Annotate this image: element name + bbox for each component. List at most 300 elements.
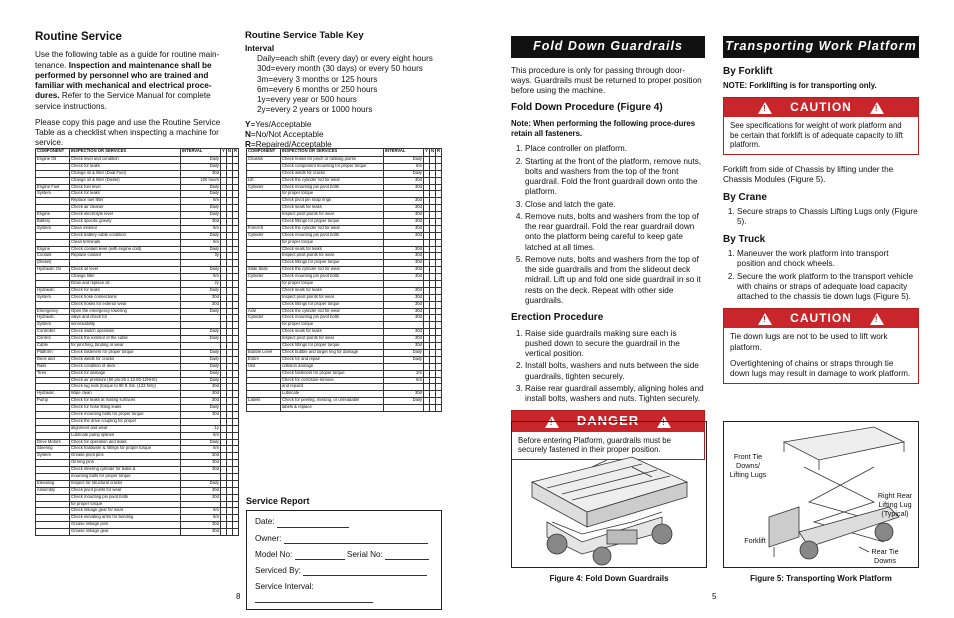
table-row (247, 405, 442, 412)
checkbox-cell[interactable] (232, 177, 238, 184)
table-cell: Replace coolant (70, 253, 181, 260)
table-row (36, 529, 239, 536)
table-cell: Check mounting pin pivot bolts (281, 274, 384, 281)
table-cell: 1y (180, 425, 220, 432)
table-cell: 30d (180, 294, 220, 301)
table-cell: Check bubble and target ring for damage (281, 349, 384, 356)
table-cell: Check hardware & fittings for proper torque (70, 446, 181, 453)
table-row (36, 260, 239, 267)
service-interval-field[interactable]: Service Interval: (255, 582, 433, 603)
checkbox-cell[interactable] (435, 315, 441, 322)
table-cell: Check steering cylinder for leaks & (70, 467, 181, 474)
checkbox-cell[interactable] (232, 225, 238, 232)
checkbox-cell[interactable] (232, 239, 238, 246)
table-row (36, 246, 239, 253)
table-cell (247, 322, 281, 329)
checkbox-cell[interactable] (435, 363, 441, 370)
routine-service-intro: Use the following table as a guide for routine main-tenance. Inspection and maintenance shall be performed by personnel who are trained and familiar with mechanical and electrical proce-dures. Refer to the Service Manual for complete service instructions. (35, 50, 220, 111)
table-cell: Check lug nuts (torque to 90 ft. lbs. (123 Nm)) (70, 384, 181, 391)
table-cell: Check linkage gear for wear (70, 508, 181, 515)
checkbox-cell[interactable] (232, 219, 238, 226)
checkbox-cell[interactable] (435, 349, 441, 356)
table-row (36, 267, 239, 274)
checkbox-cell[interactable] (232, 315, 238, 322)
table-row (247, 191, 442, 198)
page-number-left: 8 (236, 592, 241, 601)
table-row (36, 157, 239, 164)
table-cell: Check hoses for exterior wear (70, 301, 181, 308)
checkbox-cell[interactable] (435, 384, 441, 391)
checkbox-cell[interactable] (435, 329, 441, 336)
checkbox-cell[interactable] (232, 336, 238, 343)
table-cell: System (36, 294, 70, 301)
table-cell: Control (36, 336, 70, 343)
checkbox-cell[interactable] (435, 191, 441, 198)
caution-text-2a: Tie down lugs are not to be used to lift work platform. (730, 332, 888, 352)
fold-down-banner: Fold Down Guardrails (511, 36, 705, 58)
table-cell: Open the emergency lowering (70, 308, 181, 315)
table-cell: 6m (180, 432, 220, 439)
checkbox-cell[interactable] (232, 294, 238, 301)
checkbox-cell[interactable] (232, 267, 238, 274)
checkbox-cell[interactable] (435, 281, 441, 288)
checkbox-cell[interactable] (232, 384, 238, 391)
checkbox-cell[interactable] (232, 439, 238, 446)
checkbox-cell[interactable] (232, 281, 238, 288)
table-cell: 30d (180, 522, 220, 529)
table-cell: Daily (383, 356, 423, 363)
table-row (36, 460, 239, 467)
interval-list (245, 54, 455, 116)
checkbox-cell[interactable] (232, 260, 238, 267)
routine-service-heading: Routine Service (35, 31, 122, 43)
table-cell: Platform (36, 349, 70, 356)
table-key-heading: Routine Service Table Key (245, 30, 364, 41)
table-cell: for proper torque (281, 191, 384, 198)
table-row (36, 301, 239, 308)
checkbox-cell[interactable] (435, 322, 441, 329)
table-row (36, 294, 239, 301)
table-row (247, 239, 442, 246)
table-cell: 30d (383, 391, 423, 398)
checkbox-cell[interactable] (435, 301, 441, 308)
checkbox-cell[interactable] (232, 370, 238, 377)
table-cell: 30d (383, 336, 423, 343)
table-cell: 30d (383, 287, 423, 294)
table-cell: 30d (180, 529, 220, 536)
table-cell: Labels (247, 398, 281, 405)
table-cell: 6m (383, 163, 423, 170)
checkbox-cell[interactable] (232, 349, 238, 356)
table-cell (247, 405, 281, 412)
table-cell: Check level and condition (70, 157, 181, 164)
checkbox-cell[interactable] (232, 157, 238, 164)
table-cell: Daily (180, 329, 220, 336)
checkbox-cell[interactable] (232, 205, 238, 212)
table-cell: 30d (383, 315, 423, 322)
table-cell: Check mounting bolts for proper torque (70, 411, 181, 418)
checkbox-cell[interactable] (435, 232, 441, 239)
checkbox-cell[interactable] (232, 329, 238, 336)
table-cell (383, 405, 423, 412)
checkbox-cell[interactable] (435, 260, 441, 267)
table-cell: Daily (180, 480, 220, 487)
forklift-note: NOTE: Forklifting is for transporting only. (723, 81, 877, 91)
table-cell: Check seals for leaks (281, 205, 384, 212)
table-header-cell: INSPECTION OR SERVICES (70, 149, 181, 157)
routine-service-copy-note: Please copy this page and use the Routine Service Table as a checklist when inspecting a machine for service. (35, 117, 221, 148)
checkbox-cell[interactable] (435, 308, 441, 315)
checkbox-cell[interactable] (232, 494, 238, 501)
table-cell: Fore/Aft (247, 225, 281, 232)
checkbox-cell[interactable] (435, 163, 441, 170)
table-cell: Check the drive coupling for proper (70, 418, 181, 425)
table-cell: Cylinder (247, 184, 281, 191)
table-row (36, 508, 239, 515)
table-row (36, 322, 239, 329)
table-cell: Emergency (36, 308, 70, 315)
table-key-column (245, 30, 455, 150)
routine-service-column (35, 30, 235, 155)
table-cell: Oil king pins (70, 460, 181, 467)
figure-4-box (511, 421, 707, 568)
table-cell: Hydraulic Oil (36, 267, 70, 274)
checkbox-cell[interactable] (435, 398, 441, 405)
table-cell: Slide Slide (247, 267, 281, 274)
checkbox-cell[interactable] (232, 274, 238, 281)
table-cell: 30d (383, 253, 423, 260)
checkbox-cell[interactable] (232, 515, 238, 522)
checkbox-cell[interactable] (232, 487, 238, 494)
checkbox-cell[interactable] (435, 198, 441, 205)
checkbox-cell[interactable] (232, 391, 238, 398)
table-cell: Check for peeling, missing, or unreadable (281, 398, 384, 405)
table-row (36, 281, 239, 288)
table-cell: 30d (180, 219, 220, 226)
table-cell: Drive Motors (36, 439, 70, 446)
table-cell: System (36, 225, 70, 232)
checkbox-cell[interactable] (232, 287, 238, 294)
table-cell: Cable (36, 343, 70, 350)
list-item: 3. Close and latch the gate. (525, 200, 705, 210)
checkbox-cell[interactable] (232, 170, 238, 177)
table-cell: Change oil & filter (Diesel) (70, 177, 181, 184)
table-row (247, 356, 442, 363)
table-cell: 30d (383, 232, 423, 239)
table-cell: labels & replace (281, 405, 384, 412)
model-serial-field[interactable]: Model No: Serial No: (255, 550, 433, 560)
table-cell: System (36, 322, 70, 329)
table-cell: 30d (383, 219, 423, 226)
table-cell: Check oil level (70, 267, 181, 274)
table-row (247, 198, 442, 205)
checkbox-cell[interactable] (435, 157, 441, 164)
table-cell: 6m (180, 225, 220, 232)
table-row (36, 418, 239, 425)
list-item: 2. Secure the work platform to the transport vehicle with chains or straps of adequate load capacity attached to the chassis tie down lugs (Figure 5). (737, 272, 919, 303)
checkbox-cell[interactable] (435, 239, 441, 246)
checkbox-cell[interactable] (232, 212, 238, 219)
checkbox-cell[interactable] (232, 377, 238, 384)
owner-field[interactable]: Owner: (255, 534, 433, 544)
checkbox-cell[interactable] (435, 267, 441, 274)
checkbox-cell[interactable] (232, 418, 238, 425)
table-cell: Check welds for cracks (70, 356, 181, 363)
table-row (247, 246, 442, 253)
checkbox-cell[interactable] (232, 363, 238, 370)
table-row (247, 184, 442, 191)
checkbox-cell[interactable] (232, 191, 238, 198)
table-row (36, 287, 239, 294)
checkbox-cell[interactable] (232, 453, 238, 460)
table-cell: Cylinder (247, 232, 281, 239)
table-row (36, 473, 239, 480)
table-cell: Engine Oil (36, 157, 70, 164)
table-cell: Check fittings for proper torque (281, 301, 384, 308)
table-row (36, 232, 239, 239)
table-cell: Check component mounting for proper torque (281, 163, 384, 170)
table-cell: Check welds for cracks (281, 170, 384, 177)
table-header-cell: N (429, 149, 435, 157)
checkbox-cell[interactable] (435, 219, 441, 226)
table-cell: 6m (180, 274, 220, 281)
checkbox-cell[interactable] (435, 294, 441, 301)
table-cell: Rails (36, 363, 70, 370)
table-cell: and repaint (281, 384, 384, 391)
table-cell: Check the cylinder rod for wear (281, 177, 384, 184)
table-row (36, 329, 239, 336)
checkbox-cell[interactable] (232, 529, 238, 536)
transport-column (723, 36, 919, 394)
caution-box-1 (723, 97, 919, 155)
checkbox-cell[interactable] (232, 343, 238, 350)
fold-down-column (511, 36, 705, 470)
table-cell: Daily (180, 439, 220, 446)
warning-triangle-icon: ! (870, 313, 884, 325)
table-row (36, 163, 239, 170)
checkbox-cell[interactable] (232, 356, 238, 363)
list-item: 1. Secure straps to Chassis Lifting Lugs only (Figure 5). (737, 207, 919, 228)
danger-header: ! DANGER ! (512, 411, 704, 431)
table-row (247, 212, 442, 219)
table-cell (247, 163, 281, 170)
table-cell: 30d (383, 198, 423, 205)
table-row (247, 219, 442, 226)
checkbox-cell[interactable] (435, 170, 441, 177)
checkbox-cell[interactable] (232, 522, 238, 529)
checkbox-cell[interactable] (232, 246, 238, 253)
checkbox-cell[interactable] (435, 177, 441, 184)
table-header-cell: INTERVAL (383, 149, 423, 157)
table-cell: Daily (383, 398, 423, 405)
table-cell: Check for leaks at mating surfaces (70, 398, 181, 405)
table-cell: Daily (180, 308, 220, 315)
checkbox-cell[interactable] (232, 411, 238, 418)
list-item: 4. Remove nuts, bolts and washers from the top of the rear guardrail. Fold the rear guardrail down onto the platform being careful to keep gate latched at all times. (525, 212, 705, 253)
table-cell: 3m (383, 370, 423, 377)
checkbox-cell[interactable] (435, 246, 441, 253)
checkbox-cell[interactable] (232, 432, 238, 439)
checkbox-cell[interactable] (232, 308, 238, 315)
checkbox-cell[interactable] (232, 232, 238, 239)
table-cell: Daily (180, 163, 220, 170)
table-cell (36, 432, 70, 439)
table-row (36, 308, 239, 315)
table-cell (247, 329, 281, 336)
table-row (36, 184, 239, 191)
checkbox-cell[interactable] (232, 398, 238, 405)
interval-label: Interval (245, 43, 275, 53)
table-cell: 30d (383, 329, 423, 336)
table-cell: 2y (180, 281, 220, 288)
table-cell: 30d (383, 267, 423, 274)
checkbox-cell[interactable] (435, 356, 441, 363)
table-row (36, 315, 239, 322)
table-cell: 30d (383, 308, 423, 315)
service-report-heading: Service Report (246, 496, 310, 506)
list-item: 2. Install bolts, washers and nuts between the side guardrails, tighten securely. (525, 361, 705, 382)
fold-procedure-note: Note: When performing the following proce-dures retain all fasteners. (511, 118, 696, 138)
table-cell: for proper torque (70, 501, 181, 508)
table-cell: Check for damage (70, 370, 181, 377)
table-row (36, 432, 239, 439)
table-row (36, 487, 239, 494)
table-cell (247, 191, 281, 198)
checkbox-cell[interactable] (435, 212, 441, 219)
table-cell: Daily (180, 267, 220, 274)
table-row (36, 274, 239, 281)
table-cell: Daily (180, 405, 220, 412)
checkbox-cell[interactable] (232, 301, 238, 308)
maintenance-table-left (35, 148, 239, 536)
table-row (247, 225, 442, 232)
table-cell (247, 281, 281, 288)
checkbox-cell[interactable] (232, 253, 238, 260)
checkbox-cell[interactable] (232, 446, 238, 453)
table-cell: Check seals for leaks (281, 246, 384, 253)
checkbox-cell[interactable] (435, 253, 441, 260)
table-cell: Daily (180, 336, 220, 343)
checkbox-cell[interactable] (232, 322, 238, 329)
table-cell: Clean exterior (70, 225, 181, 232)
code-item: N=No/Not Acceptable (245, 129, 324, 139)
checkbox-cell[interactable] (435, 184, 441, 191)
table-row (36, 212, 239, 219)
table-row (247, 260, 442, 267)
table-cell: 6m (180, 239, 220, 246)
table-cell (36, 522, 70, 529)
checkbox-cell[interactable] (232, 508, 238, 515)
checkbox-cell[interactable] (435, 377, 441, 384)
table-row (247, 294, 442, 301)
table-cell: 30d (383, 294, 423, 301)
checkbox-cell[interactable] (232, 184, 238, 191)
checkbox-cell[interactable] (232, 163, 238, 170)
danger-text: Before entering Platform, guardrails must be securely fastened in their proper position. (518, 435, 671, 455)
table-cell (36, 232, 70, 239)
maintenance-table-right (246, 148, 442, 412)
table-header-cell: COMPONENT (36, 149, 70, 157)
table-cell: System (36, 453, 70, 460)
table-cell: Check seals for leaks (281, 329, 384, 336)
table-cell: Check for operation and leaks (70, 439, 181, 446)
table-cell: 30d (383, 205, 423, 212)
table-row (36, 205, 239, 212)
serviced-by-field[interactable]: Serviced By: (255, 566, 433, 576)
checkbox-cell[interactable] (232, 467, 238, 474)
checkbox-cell[interactable] (435, 370, 441, 377)
checkbox-cell[interactable] (232, 198, 238, 205)
checkbox-cell[interactable] (435, 405, 441, 412)
checkbox-cell[interactable] (232, 460, 238, 467)
table-cell: Check fittings for proper torque (281, 343, 384, 350)
table-row (36, 225, 239, 232)
table-cell: 6m (180, 446, 220, 453)
table-cell: 30d (180, 384, 220, 391)
table-cell: Coolant (36, 253, 70, 260)
label-rear-tie-downs: Rear Tie Downs (871, 547, 899, 565)
code-item: Y=Yes/Acceptable (245, 119, 312, 129)
table-row (36, 177, 239, 184)
checkbox-cell[interactable] (435, 343, 441, 350)
checkbox-cell[interactable] (232, 501, 238, 508)
table-cell: 30d (180, 301, 220, 308)
table-cell: Daily (180, 377, 220, 384)
crane-heading: By Crane (723, 191, 767, 203)
table-row (36, 336, 239, 343)
table-row (36, 467, 239, 474)
checkbox-cell[interactable] (435, 274, 441, 281)
table-cell: Inspect for structural cracks (70, 480, 181, 487)
table-cell (247, 294, 281, 301)
caution-header-1: ! CAUTION ! (724, 98, 918, 117)
checkbox-cell[interactable] (232, 425, 238, 432)
table-cell: Check the exterior of the cable (70, 336, 181, 343)
table-header-row (36, 149, 239, 157)
list-item: 3. Raise rear guardrail assembly, aligning holes and install bolts, washers and nuts. Tighten securely. (525, 384, 705, 405)
checkbox-cell[interactable] (435, 336, 441, 343)
checkbox-cell[interactable] (232, 473, 238, 480)
checkbox-cell[interactable] (232, 405, 238, 412)
date-field[interactable]: Date: (255, 517, 433, 527)
table-cell (36, 501, 70, 508)
checkbox-cell[interactable] (435, 287, 441, 294)
table-cell: 6m (180, 508, 220, 515)
table-cell: Lubricate pump splines (70, 432, 181, 439)
checkbox-cell[interactable] (435, 205, 441, 212)
table-cell: Hydraulic (36, 315, 70, 322)
table-row (247, 370, 442, 377)
table-row (36, 480, 239, 487)
table-row (36, 384, 239, 391)
table-cell: 30d (180, 494, 220, 501)
table-cell: Elevating (36, 480, 70, 487)
checkbox-cell[interactable] (232, 480, 238, 487)
checkbox-cell[interactable] (435, 391, 441, 398)
table-row (247, 398, 442, 405)
table-cell: Daily (180, 184, 220, 191)
table-cell: Daily (180, 370, 220, 377)
table-row (36, 398, 239, 405)
table-cell: Check mounting pin pivot bolts (281, 315, 384, 322)
table-cell: Check coolant level (with engine cold) (70, 246, 181, 253)
caution-text-2b: Overtightening of chains or straps through tie down lugs may result in damage to work platform. (730, 358, 911, 379)
table-cell (36, 377, 70, 384)
table-cell: Drain and replace oil (70, 281, 181, 288)
table-cell: Daily (180, 363, 220, 370)
table-header-cell: N (226, 149, 232, 157)
checkbox-cell[interactable] (435, 225, 441, 232)
